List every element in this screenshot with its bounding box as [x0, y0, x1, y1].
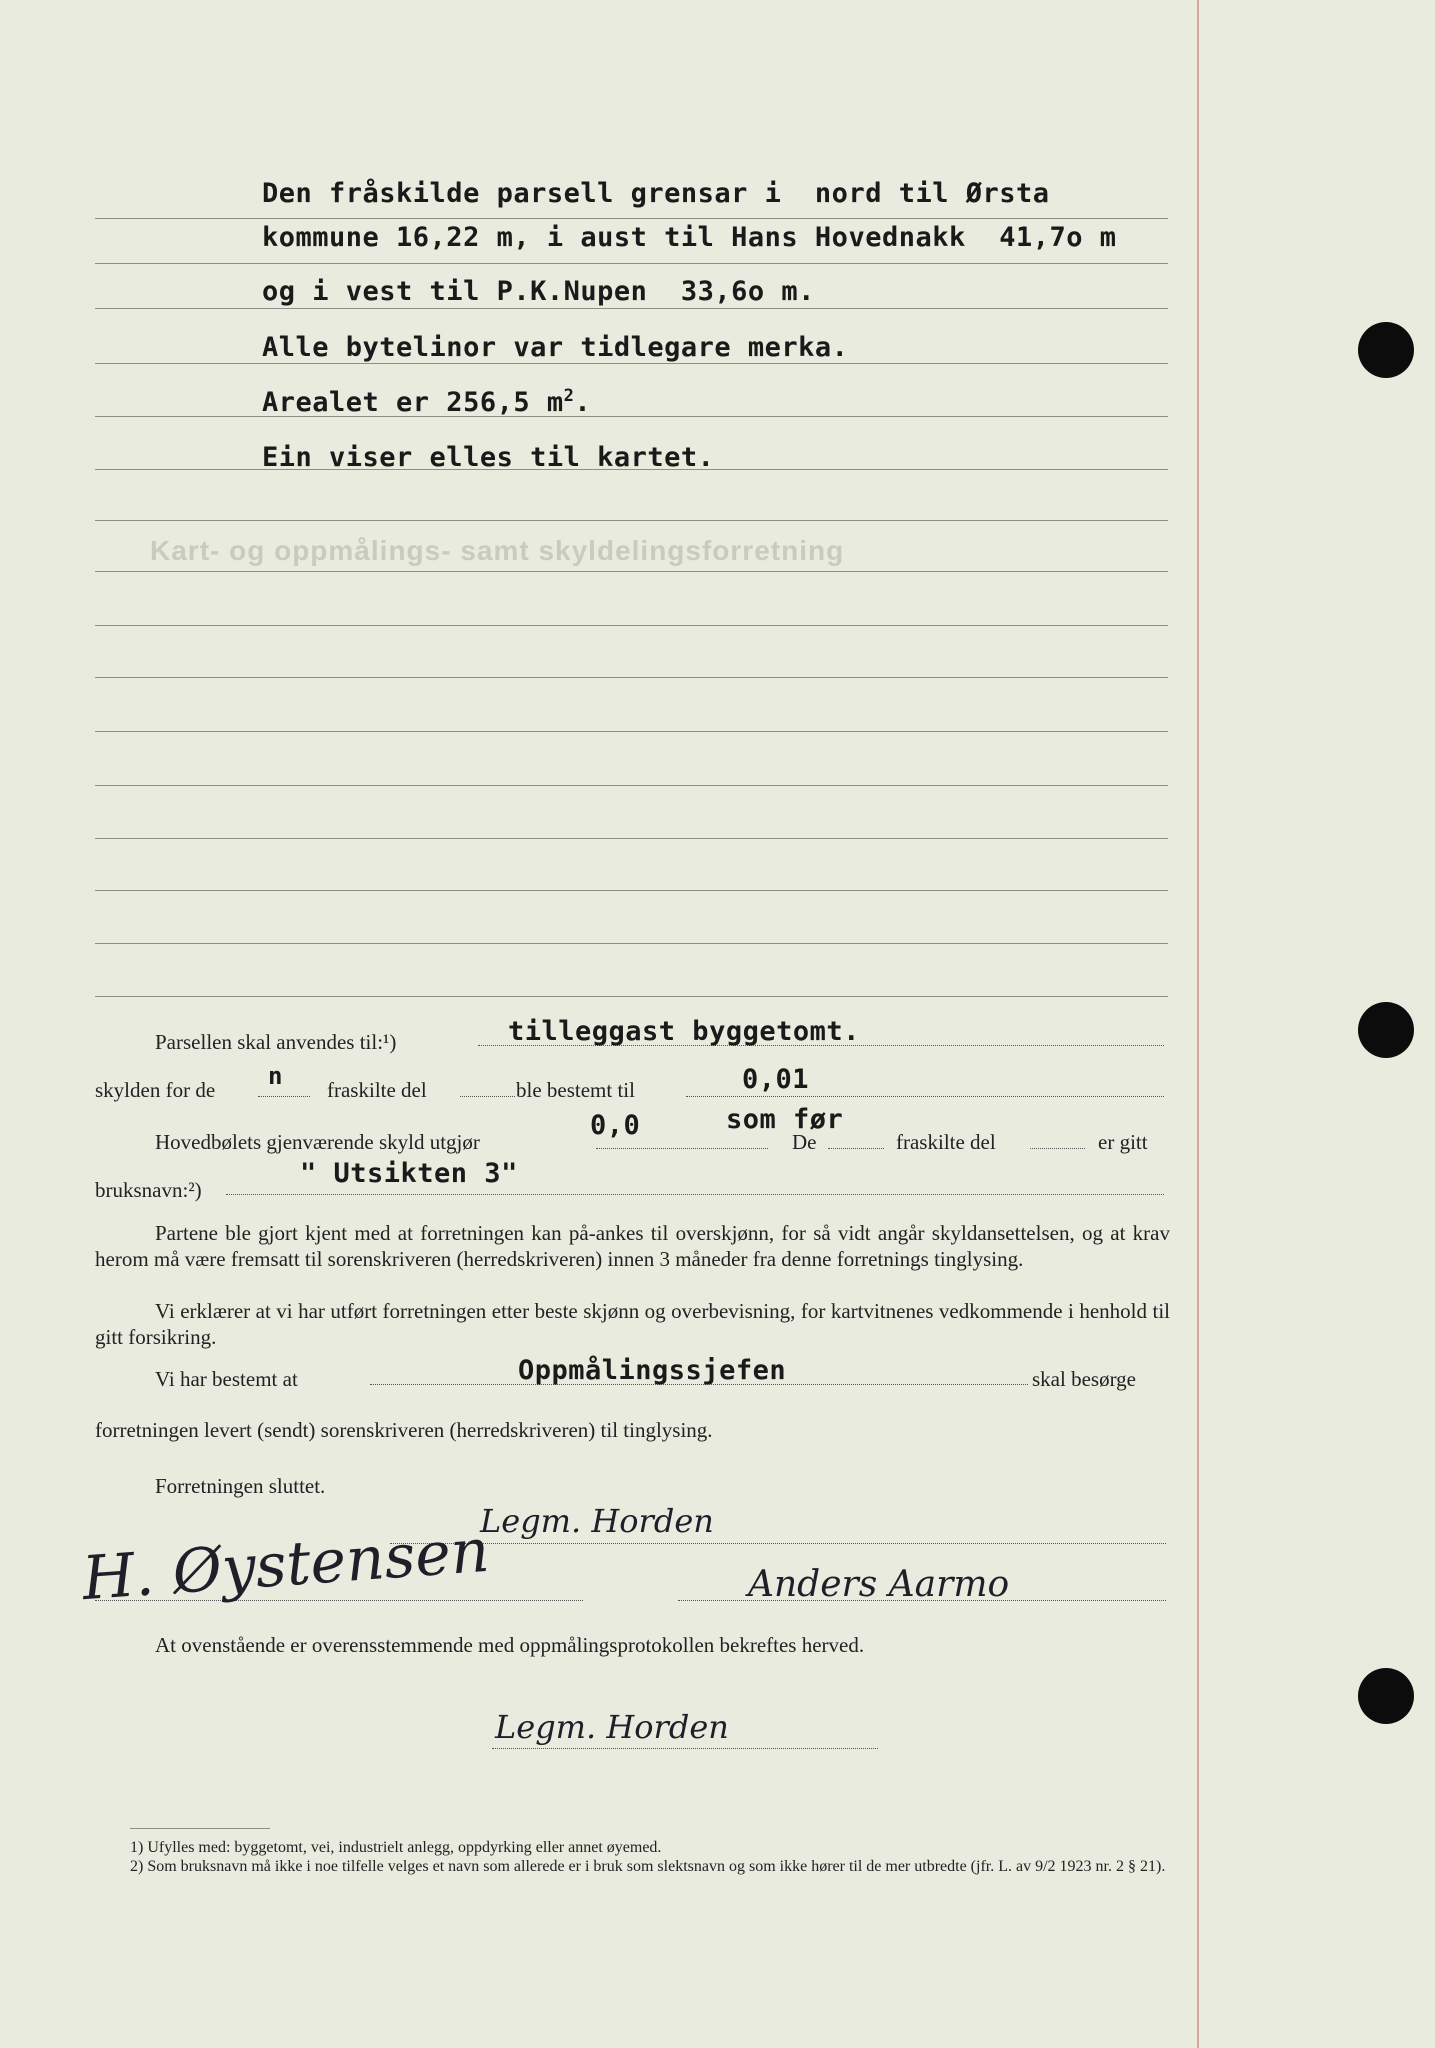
ruled-line: [95, 218, 1168, 219]
tax-label-2: fraskilte del: [327, 1078, 427, 1102]
ruled-line: [95, 308, 1168, 309]
tax-dotted-3: [686, 1096, 1164, 1097]
remaining-fraskilte: fraskilte del: [896, 1130, 996, 1154]
typed-line-2: kommune 16,22 m, i aust til Hans Hovednakk 41,7o m: [262, 222, 1117, 253]
remaining-de: De: [792, 1130, 817, 1154]
bestemt-value: Oppmålingssjefen: [518, 1355, 787, 1386]
tax-label-1: skylden for de: [95, 1078, 216, 1102]
tax-dotted-2: [460, 1096, 515, 1097]
ruled-line: [95, 571, 1168, 572]
tax-label-n: n: [268, 1062, 283, 1090]
bruksnavn-dotted-line: [226, 1194, 1164, 1195]
remaining-dotted-3: [1030, 1148, 1085, 1149]
usage-label: Parsellen skal anvendes til:¹): [155, 1030, 397, 1054]
footnote-2-mark: 2): [130, 1858, 144, 1875]
ruled-line: [95, 416, 1168, 417]
ruled-line: [95, 363, 1168, 364]
footnote-2-text: Som bruksnavn må ikke i noe tilfelle velges et navn som allerede er i bruk som slektsnavn og som ikke hører til de mer utbredte (jfr. L. av 9/2 1923 nr. 2 § 21).: [147, 1858, 1166, 1875]
bruksnavn-label: bruksnavn:²): [95, 1178, 202, 1202]
ruled-line: [95, 263, 1168, 264]
typed-line-4: Alle bytelinor var tidlegare merka.: [262, 332, 849, 363]
footnote-separator: [130, 1828, 270, 1829]
ruled-line: [95, 890, 1168, 891]
remaining-dotted-2: [828, 1148, 884, 1149]
ruled-line: [95, 996, 1168, 997]
remaining-value: 0,0: [590, 1110, 641, 1141]
signature-left: H. Øystensen: [80, 1515, 492, 1615]
ruled-line: [95, 731, 1168, 732]
ruled-line: [95, 677, 1168, 678]
punch-hole-bottom: [1358, 1668, 1414, 1724]
footnote-1-text: Ufylles med: byggetomt, vei, industrielt anlegg, oppdyrking eller annet øyemed.: [147, 1839, 662, 1856]
ruled-line: [95, 625, 1168, 626]
bestemt-label: Vi har bestemt at: [155, 1367, 298, 1391]
tax-label-3: ble bestemt til: [516, 1078, 635, 1102]
area-suffix: .: [574, 387, 592, 418]
signature-right: Anders Aarmo: [748, 1564, 1010, 1605]
typed-line-3: og i vest til P.K.Nupen 33,6o m.: [262, 276, 815, 307]
tax-dotted-1: [258, 1096, 310, 1097]
footnote-1-mark: 1): [130, 1839, 144, 1856]
ruled-line: [95, 785, 1168, 786]
bruksnavn-value: " Utsikten 3": [300, 1158, 518, 1189]
ruled-line: [95, 520, 1168, 521]
footnote-1: [130, 1838, 1170, 1857]
paragraph-declaration: Vi erklærer at vi har utført forretningen etter beste skjønn og overbevisning, for kartvitnenes vedkommende i henhold til gitt forsikring.: [95, 1299, 1170, 1349]
paragraph-appeal: Partene ble gjort kjent med at forretningen kan på-ankes til overskjønn, for så vidt angår skyldansettelsen, og at krav herom må være fremsatt til sorenskriveren (herredskriveren) innen 3 måneder fra denne forretnings tinglysing.: [95, 1221, 1170, 1271]
typed-line-6: Ein viser elles til kartet.: [262, 442, 715, 473]
remaining-er-gitt: er gitt: [1098, 1130, 1148, 1154]
signature-line-bottom: [492, 1748, 878, 1749]
signature-middle: Legm. Horden: [480, 1502, 714, 1540]
punch-hole-middle: [1358, 1002, 1414, 1058]
tax-value: 0,01: [742, 1064, 810, 1095]
confirmation-line: At ovenstående er overensstemmende med oppmålingsprotokollen bekreftes herved.: [155, 1633, 865, 1657]
remaining-correction: som før: [726, 1104, 844, 1135]
area-superscript: 2: [563, 386, 575, 406]
ruled-line: [95, 838, 1168, 839]
sluttet-line: Forretningen sluttet.: [155, 1474, 326, 1498]
signature-bottom: Legm. Horden: [495, 1708, 729, 1746]
remaining-dotted-1: [596, 1148, 768, 1149]
remaining-label: Hovedbølets gjenværende skyld utgjør: [155, 1130, 480, 1154]
typed-line-1: Den fråskilde parsell grensar i nord til Ørsta: [262, 178, 1050, 209]
ruled-line: [95, 943, 1168, 944]
signature-line-middle: [390, 1543, 1166, 1544]
bestemt-suffix: skal besørge: [1032, 1367, 1137, 1391]
area-text: Arealet er 256,5 m: [262, 387, 564, 418]
footnote-2: [130, 1857, 1170, 1876]
typed-line-5: [262, 386, 591, 418]
margin-rule: [1197, 0, 1199, 2048]
bleed-through-title: Kart- og oppmålings- samt skyldelingsforretning: [150, 535, 845, 566]
punch-hole-top: [1358, 322, 1414, 378]
levert-line: forretningen levert (sendt) sorenskriveren (herredskriveren) til tinglysing.: [95, 1418, 713, 1442]
usage-value: tilleggast byggetomt.: [508, 1016, 860, 1047]
